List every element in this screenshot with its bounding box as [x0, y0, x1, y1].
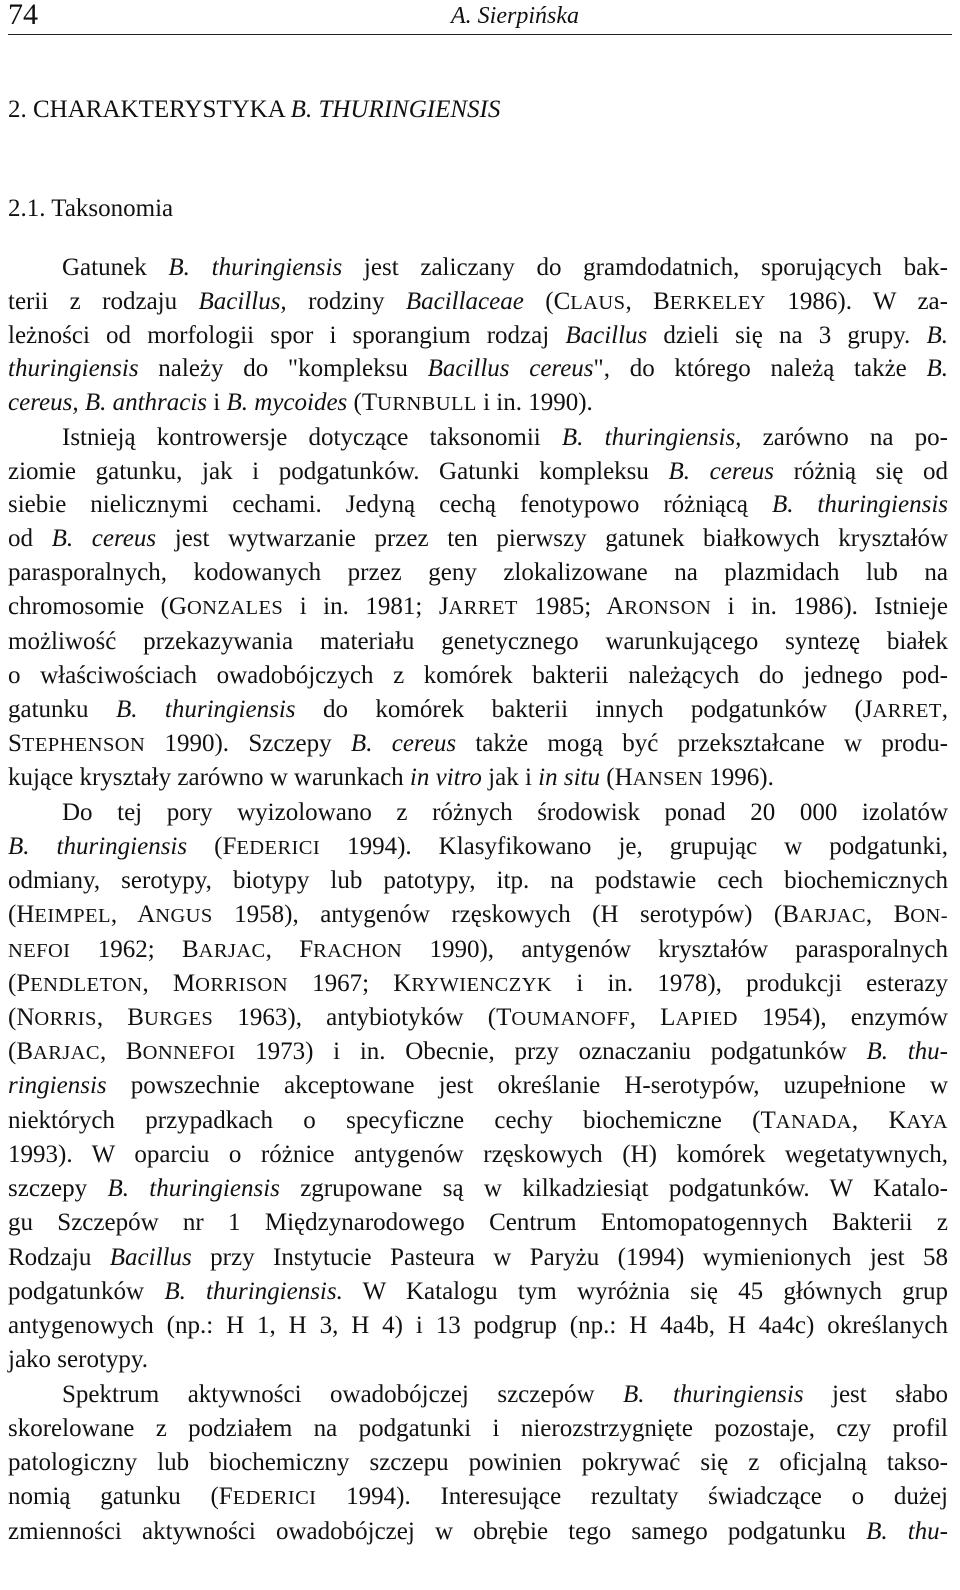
text-line: nomią gatunku (FEDERICI 1994). Interesujące rezultaty świadczące o dużej	[8, 1483, 948, 1510]
subsection-heading: 2.1. Taksonomia	[8, 195, 174, 222]
text-line: Rodzaju Bacillus przy Instytucie Pasteura w Paryżu (1994) wymienionych jest 58	[8, 1244, 948, 1271]
text-line: gatunku B. thuringiensis do komórek bakterii innych podgatunków (JARRET,	[8, 696, 949, 723]
text-line: ringiensis powszechnie akceptowane jest określanie H-serotypów, uzupełnione w	[8, 1072, 948, 1099]
text-line: odmiany, serotypy, biotypy lub patotypy, itp. na podstawie cech biochemicznych	[8, 867, 948, 894]
text-line: 1993). W oparciu o różnice antygenów rzęskowych (H) komórek wegetatywnych,	[8, 1141, 948, 1168]
text-line: (BARJAC, BONNEFOI 1973) i in. Obecnie, przy oznaczaniu podgatunków B. thu-	[8, 1038, 948, 1065]
page-number: 74	[8, 0, 38, 31]
text-line: jako serotypy.	[8, 1346, 149, 1373]
text-line: od B. cereus jest wytwarzanie przez ten pierwszy gatunek białkowych kryształów	[8, 525, 948, 552]
text-line: antygenowych (np.: H 1, H 3, H 4) i 13 podgrup (np.: H 4a4b, H 4a4c) określanych	[8, 1312, 948, 1339]
text-line: szczepy B. thuringiensis zgrupowane są w kilkadziesiąt podgatunków. W Katalo-	[8, 1175, 948, 1202]
running-author: A. Sierpińska	[451, 3, 579, 29]
text-line: STEPHENSON 1990). Szczepy B. cereus także mogą być przekształcane w produ-	[8, 730, 948, 757]
text-line: Do tej pory wyizolowano z różnych środowisk ponad 20 000 izolatów	[62, 799, 948, 826]
text-line: NEFOI 1962; BARJAC, FRACHON 1990), antygenów kryształów parasporalnych	[8, 936, 949, 963]
text-line: Spektrum aktywności owadobójczej szczepów B. thuringiensis jest słabo	[62, 1381, 948, 1408]
text-line: ziomie gatunku, jak i podgatunków. Gatunki kompleksu B. cereus różnią się od	[8, 458, 949, 485]
section-title-part: CHARAKTERYSTYKA	[33, 96, 291, 123]
text-line: chromosomie (GONZALES i in. 1981; JARRET 1985; ARONSON i in. 1986). Istnieje	[8, 593, 948, 620]
text-line: cereus, B. anthracis i B. mycoides (TURNBULL i in. 1990).	[8, 389, 593, 416]
text-line: o właściwościach owadobójczych z komórek bakterii należących do jednego pod-	[8, 662, 948, 689]
text-line: B. thuringiensis (FEDERICI 1994). Klasyfikowano je, grupując w podgatunki,	[8, 833, 949, 860]
section-heading	[8, 95, 500, 125]
text-line: (HEIMPEL, ANGUS 1958), antygenów rzęskowych (H serotypów) (BARJAC, BON-	[8, 901, 948, 928]
text-line: siebie nielicznymi cechami. Jedyną cechą fenotypowo różniącą B. thuringiensis	[8, 491, 948, 518]
text-line: leżności od morfologii spor i sporangium rodzaj Bacillus dzieli się na 3 grupy. B.	[8, 322, 948, 349]
text-line: skorelowane z podziałem na podgatunki i nierozstrzygnięte pozostaje, czy profil	[8, 1415, 948, 1442]
text-line: Gatunek B. thuringiensis jest zaliczany do gramdodatnich, sporujących bak-	[62, 254, 948, 281]
text-line: kujące kryształy zarówno w warunkach in vitro jak i in situ (HANSEN 1996).	[8, 764, 774, 791]
running-header	[8, 0, 952, 35]
text-line: możliwość przekazywania materiału genetycznego warunkującego syntezę białek	[8, 628, 948, 655]
text-line: zmienności aktywności owadobójczej w obrębie tego samego podgatunku B. thu-	[8, 1518, 949, 1545]
text-line: patologiczny lub biochemiczny szczepu powinien pokrywać się z oficjalną takso-	[8, 1449, 948, 1476]
text-line: podgatunków B. thuringiensis. W Katalogu tym wyróżnia się 45 głównych grup	[8, 1278, 948, 1305]
text-line: gu Szczepów nr 1 Międzynarodowego Centrum Entomopatogennych Bakterii z	[8, 1209, 948, 1236]
text-line: parasporalnych, kodowanych przez geny zlokalizowane na plazmidach lub na	[8, 559, 948, 586]
text-line: Istnieją kontrowersje dotyczące taksonomii B. thuringiensis, zarówno na po-	[62, 424, 948, 451]
section-number: 2.	[8, 96, 33, 123]
text-line: thuringiensis należy do "kompleksu Bacillus cereus", do którego należą także B.	[8, 355, 949, 382]
text-line: (PENDLETON, MORRISON 1967; KRYWIENCZYK i in. 1978), produkcji esterazy	[8, 970, 949, 997]
section-title-species: B. THURINGIENSIS	[290, 96, 501, 123]
text-line: niektórych przypadkach o specyficzne cechy biochemiczne (TANADA, KAYA	[8, 1107, 948, 1134]
text-line: (NORRIS, BURGES 1963), antybiotyków (TOUMANOFF, LAPIED 1954), enzymów	[8, 1004, 948, 1031]
text-line: terii z rodzaju Bacillus, rodziny Bacillaceae (CLAUS, BERKELEY 1986). W za-	[8, 288, 948, 315]
